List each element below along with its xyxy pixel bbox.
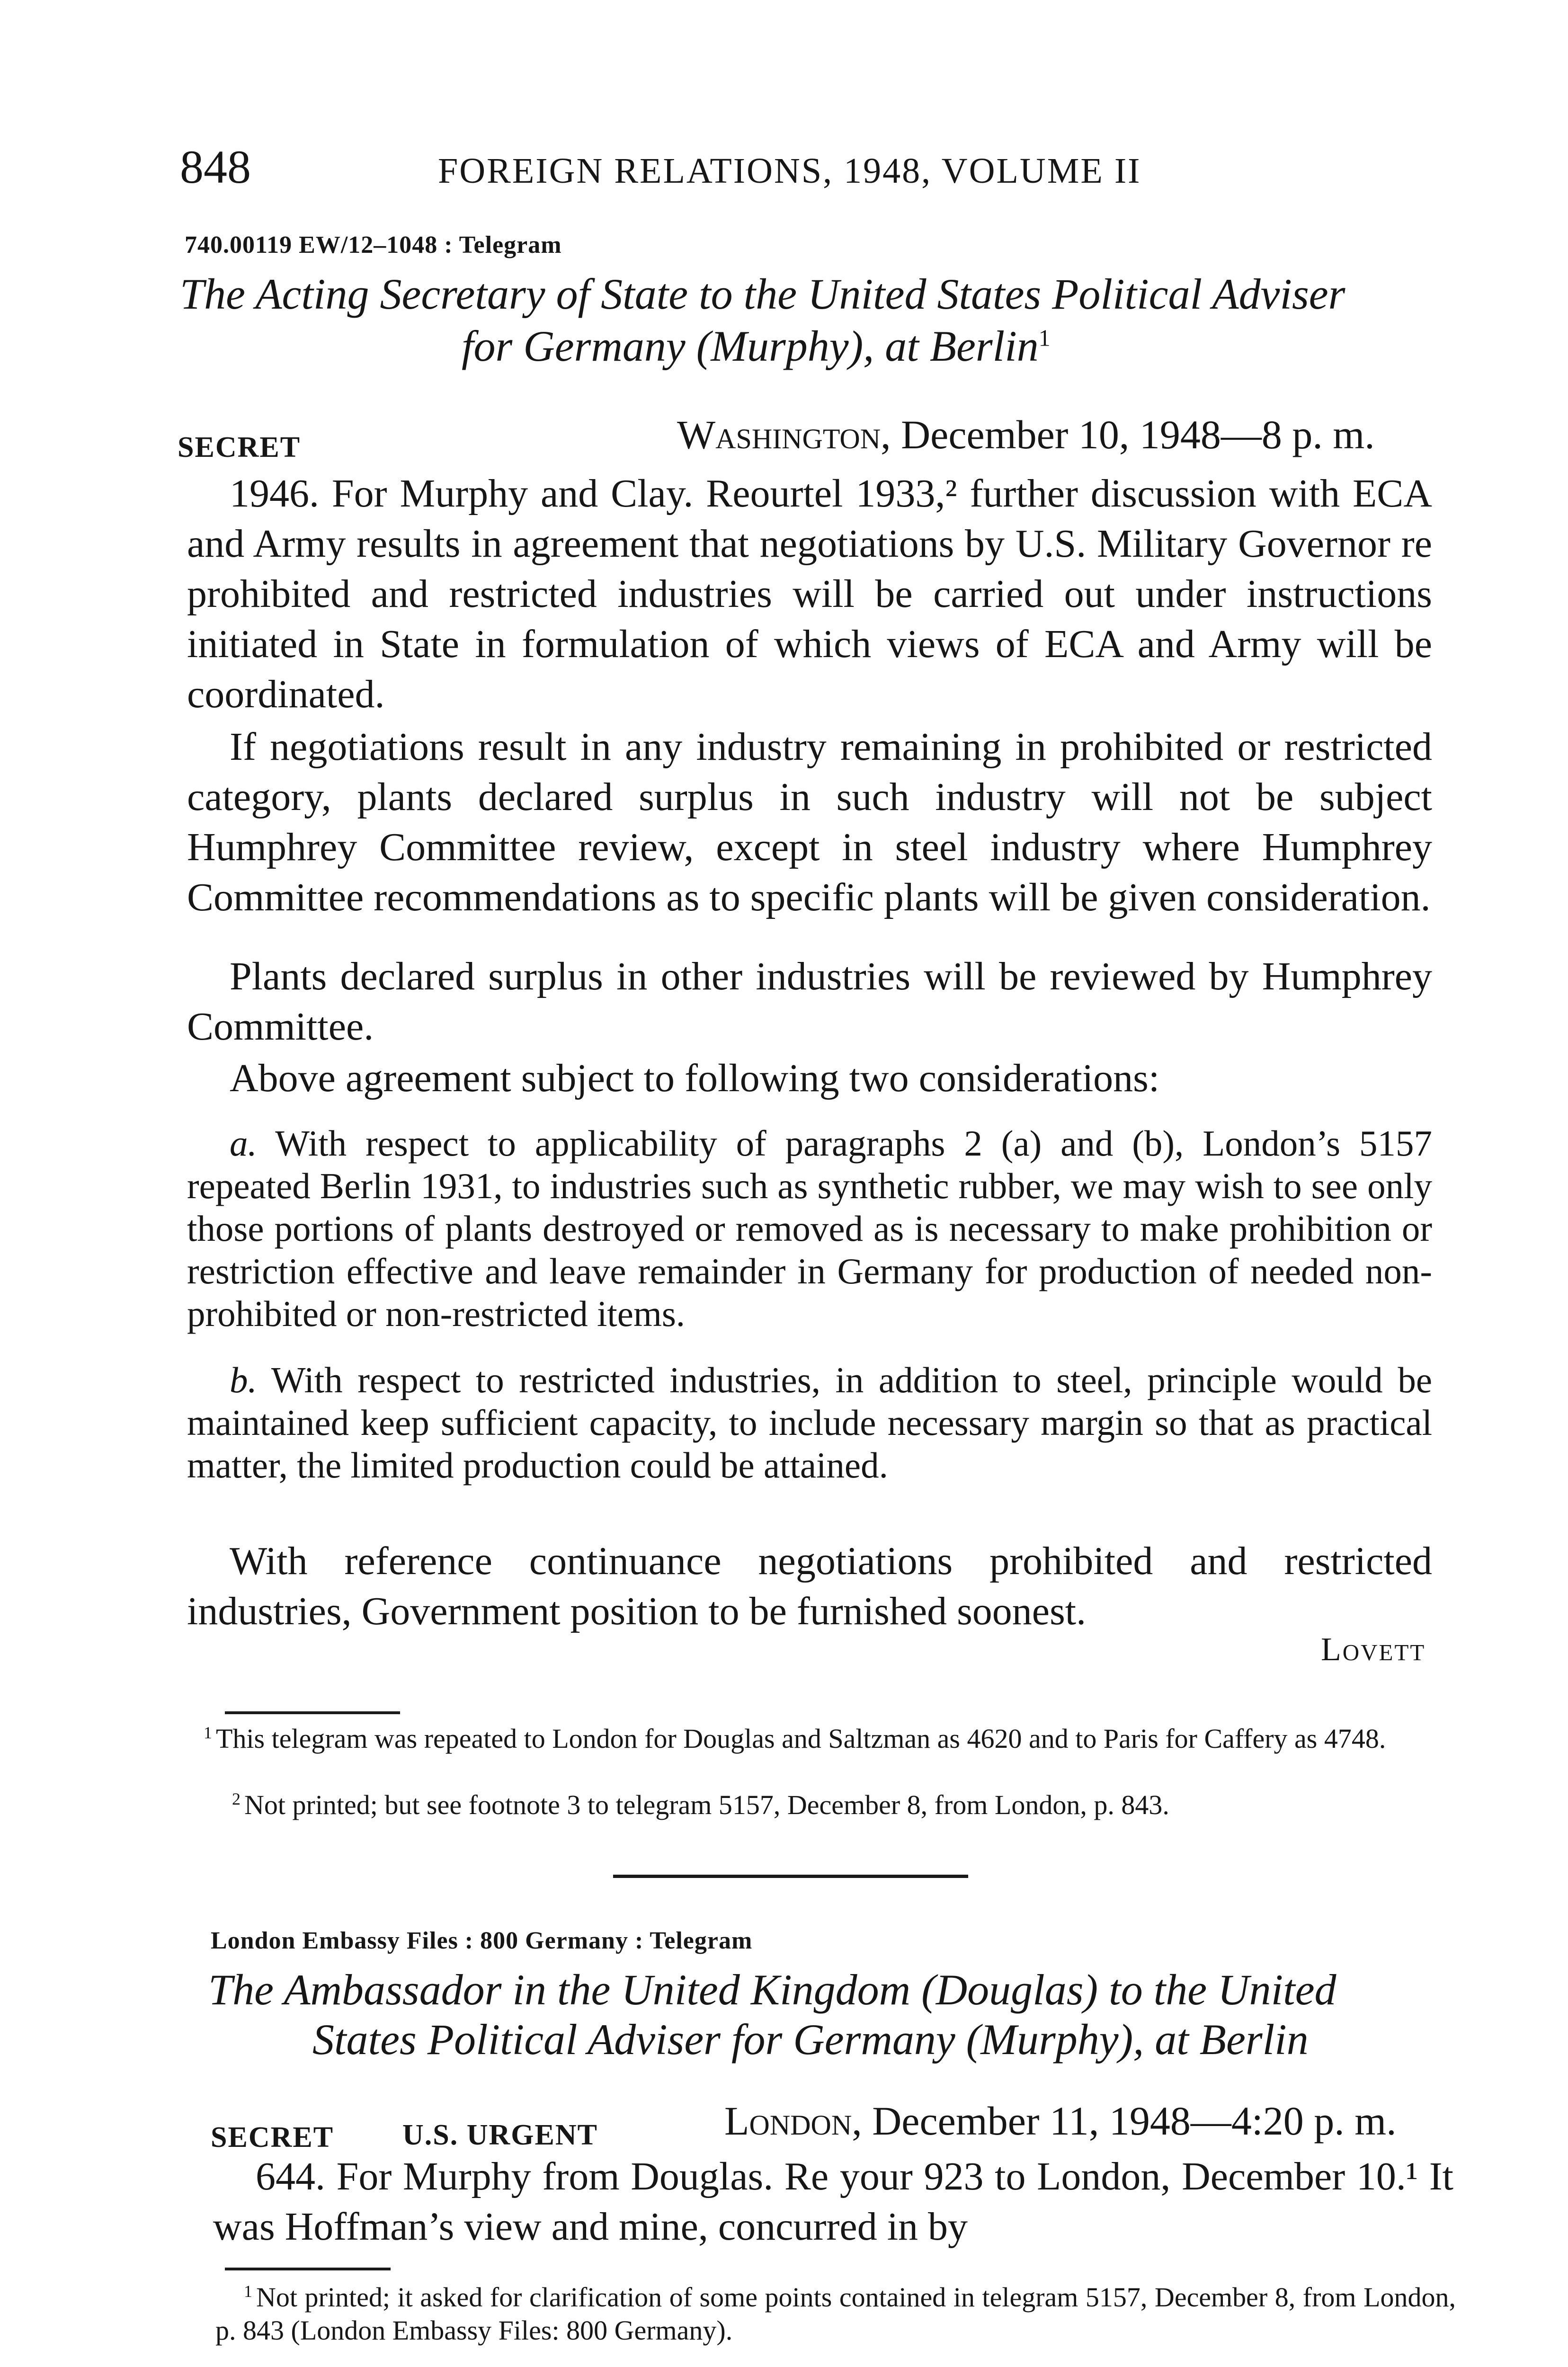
footnote-rule — [225, 1711, 400, 1714]
dateline — [724, 2097, 1397, 2145]
dateline — [677, 411, 1375, 458]
subparagraph-label: b. — [230, 1360, 257, 1400]
footnote-ref: 1 — [1038, 324, 1051, 351]
document-separator — [613, 1875, 968, 1878]
priority: U.S. URGENT — [402, 2119, 598, 2151]
classification: SECRET — [178, 431, 301, 463]
page-number: 848 — [180, 141, 251, 193]
file-reference: 740.00119 EW/12–1048 : Telegram — [185, 231, 562, 258]
footnote-number: 2 — [232, 1789, 241, 1808]
footnote-text: Not printed; but see footnote 3 to telegram 5157, December 8, from London, p. 843. — [244, 1789, 1169, 1821]
classification: SECRET — [211, 2121, 334, 2153]
running-title: FOREIGN RELATIONS, 1948, VOLUME II — [438, 151, 1141, 191]
paragraph: If negotiations result in any industry remaining in prohibited or restricted category, plants declared surplus in such industry will not be subject Humphrey Committee review, except in steel industry where Humphrey Committee recommendations as to specific plants will be given consideration. — [187, 725, 1432, 919]
footnote-number: 1 — [204, 1723, 212, 1742]
subparagraph-text: With respect to restricted industries, in addition to steel, principle would be maintained keep sufficient capacity, to include necessary margin so that as practical matter, the limited production could be attained. — [187, 1360, 1432, 1486]
heading-line-2: for Germany (Murphy), at Berlin — [462, 322, 1039, 370]
document-heading-continued — [312, 2014, 1309, 2064]
heading-line-1: The Ambassador in the United Kingdom (Douglas) to the United — [208, 1966, 1336, 2014]
signature: Lovett — [1321, 1631, 1426, 1668]
footnote — [204, 1716, 1444, 1755]
footnote-rule — [225, 2268, 391, 2270]
subparagraph-label: a. — [230, 1123, 257, 1164]
paragraph: With reference continuance negotiations prohibited and restricted industries, Government position to be furnished soonest. — [187, 1539, 1432, 1633]
dateline-date: , December 10, 1948—8 p. m. — [881, 412, 1375, 457]
dateline-date: , December 11, 1948—4:20 p. m. — [852, 2098, 1397, 2144]
subparagraph-text: With respect to applicability of paragraphs 2 (a) and (b), London’s 5157 repeated Berlin 1931, to industries such as synthetic rubber, we may wish to see only those portions of plants destroyed or removed as is necessary to make prohibition or restriction effective and leave remainder in Germany for production of needed non-prohibited or non-restricted items. — [187, 1123, 1432, 1334]
paragraph: 1946. For Murphy and Clay. Reourtel 1933,² further discussion with ECA and Army results in agreement that negotiations by U.S. Military Governor re prohibited and restricted industries will be carried out under instructions initiated in State in formulation of which views of ECA and Army will be coordinated. — [187, 472, 1432, 716]
footnote-text: Not printed; it asked for clarification of some points contained in telegram 5157, December 8, from London, p. 843 (London Embassy Files: 800 Germany). — [215, 2282, 1456, 2346]
document-heading — [180, 269, 1345, 319]
footnote-number: 1 — [244, 2282, 252, 2301]
subparagraph-b — [187, 1359, 1432, 1486]
paragraph: 644. For Murphy from Douglas. Re your 923 to London, December 10.¹ It was Hoffman’s view and mine, concurred in by — [213, 2154, 1453, 2249]
paragraph: Above agreement subject to following two considerations: — [230, 1056, 1160, 1100]
document-heading — [208, 1965, 1336, 2015]
footnote — [204, 1782, 1444, 1822]
paragraph: Plants declared surplus in other industries will be reviewed by Humphrey Committee. — [187, 954, 1432, 1049]
dateline-place: Washington — [677, 412, 881, 457]
document-heading-continued — [462, 321, 1051, 371]
footnote-text: This telegram was repeated to London for Douglas and Saltzman as 4620 and to Paris for Caffery as 4748. — [216, 1723, 1386, 1754]
heading-line-1: The Acting Secretary of State to the United States Political Adviser — [180, 270, 1345, 318]
dateline-place: London — [724, 2098, 852, 2144]
subparagraph-a — [187, 1122, 1432, 1335]
heading-line-2: States Political Adviser for Germany (Murphy), at Berlin — [312, 2015, 1309, 2064]
footnote — [215, 2275, 1456, 2347]
file-reference: London Embassy Files : 800 Germany : Telegram — [211, 1927, 753, 1954]
